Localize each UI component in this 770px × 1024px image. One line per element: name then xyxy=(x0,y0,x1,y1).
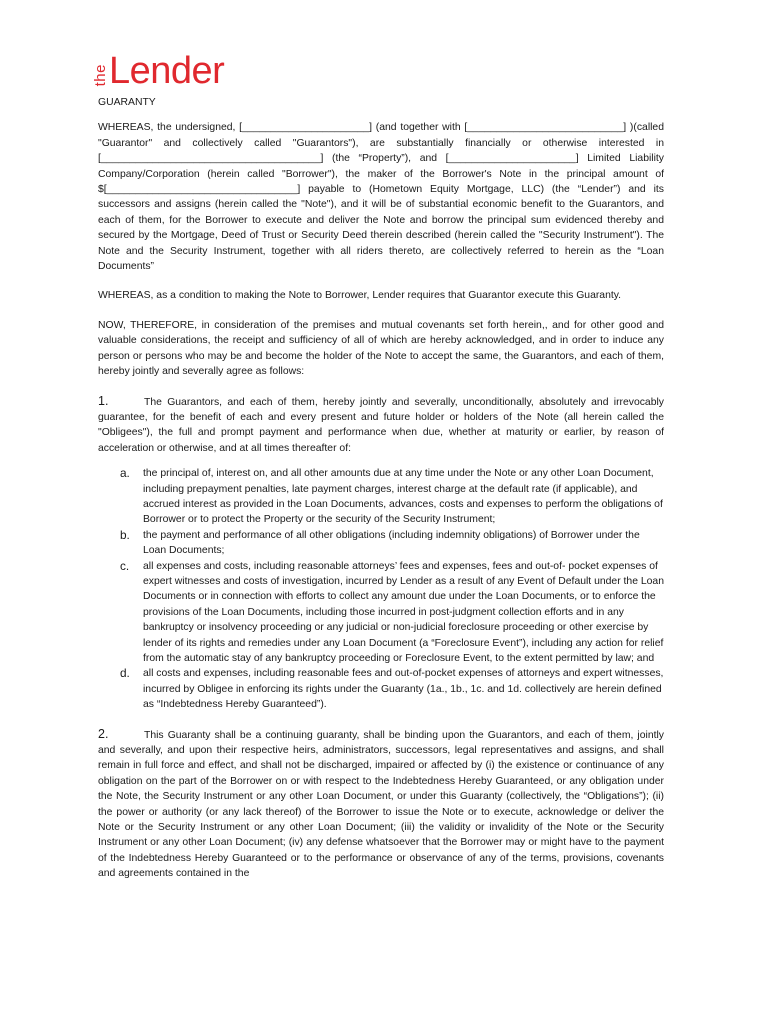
list-item xyxy=(98,559,664,667)
whereas-paragraph-2: WHEREAS, as a condition to making the Note to Borrower, Lender requires that Guarantor execute this Guaranty. xyxy=(98,290,622,302)
list-item xyxy=(98,666,664,712)
section-2-text: This Guaranty shall be a continuing guaranty, shall be binding upon the Guarantors, and each of them, jointly and severally, and upon their respective heirs, administrators, successors, legal representatives and assigns, and shall remain in full force and effect, and shall not be discharged, impaired or affected by (i) the existence or continuance of any obligation on the part of the Borrower on or with respect to the Indebtedness Hereby Guaranteed, or any obligation under the Note, the Security Instrument or any other Loan Document, or under this Guaranty (collectively, the “Obligations”); (ii) the power or authority (or any lack thereof) of the Borrower to issue the Note or to execute, acknowledge or deliver the Note or the Security Instrument or any other Loan Document; (iii) the validity or invalidity of the Note or the Security Instrument or any other Loan Document; (iv) any defense whatsoever that the Borrower may or might have to the payment of the Indebtedness Hereby Guaranteed or to the performance or observance of any of the terms, provisions, covenants and agreements contained in the xyxy=(98,729,664,880)
section-2-number: 2. xyxy=(98,726,109,741)
list-item-text: the principal of, interest on, and all other amounts due at any time under the Note or any other Loan Document, including prepayment penalties, late payment charges, interest charge at the default rate (if applicable), and accrued interest as provided in the Loan Documents, advances, costs and expenses to perform the obligations of Borrower or to protect the Property or the security of the Security Instrument; xyxy=(143,468,663,526)
list-item xyxy=(98,528,664,559)
list-item xyxy=(98,466,664,528)
list-item-letter: b. xyxy=(120,527,130,542)
guaranteed-items-list xyxy=(98,466,664,713)
list-item-text: all expenses and costs, including reasonable attorneys’ fees and expenses, fees and out-of- pocket expenses of expert witnesses and costs of investigation, incurred by Lender as a result of any Event of Default under the Loan Documents or in connection with efforts to collect any amount due under the Loan Documents, or to enforce the provisions of the Loan Documents, including those incurred in post-judgment collection efforts and in any bankruptcy or insolvency proceeding or any judicial or non-judicial foreclosure proceeding or other exercise by lender of its rights and remedies under any Loan Document (a “Foreclosure Event”), including any action for relief from the automatic stay of any bankruptcy proceeding or Foreclosure Event, to the extent permitted by law; and xyxy=(143,560,664,664)
list-item-letter: a. xyxy=(120,466,130,481)
list-item-text: the payment and performance of all other obligations (including indemnity obligations) of Borrower under the Loan Documents; xyxy=(143,529,640,557)
section-1-number: 1. xyxy=(98,393,109,408)
lender-logo xyxy=(92,46,225,92)
document-body xyxy=(98,95,664,882)
section-1-text: The Guarantors, and each of them, hereby jointly and severally, unconditionally, absolutely and irrevocably guarantee, for the benefit of each and every present and future holder or holders of the Note (all herein called the "Obligees"), the full and prompt payment and performance when due, whether at maturity or earlier, by reason of acceleration or otherwise, and at all times thereafter of: xyxy=(98,396,664,454)
list-item-letter: d. xyxy=(120,666,130,681)
document-title: GUARANTY xyxy=(98,97,156,108)
list-item-text: all costs and expenses, including reasonable fees and out-of-pocket expenses of attorneys and expert witnesses, incurred by Obligee in enforcing its rights under the Guaranty (1a., 1b., 1c. and 1d. collectively are herein defined as “Indebtedness Hereby Guaranteed”). xyxy=(143,668,664,711)
section-1 xyxy=(98,394,664,457)
logo-prefix: the xyxy=(92,63,109,86)
whereas-paragraph-1: WHEREAS, the undersigned, [______________________] (and together with [___________________________] )(called "Guarantor" and collectively called "Guarantors"), are substantially financially or otherwise interested in [______________________________________] (the “Property”), and [______________________] Limited Liability Company/Corporation (herein called "Borrower"), the maker of the Borrower's Note in the principal amount of $[_________________________________] payable to (Hometown Equity Mortgage, LLC) (the “Lender”) and its successors and assigns (herein called the "Note"), and it will be of substantial economic benefit to the Guarantors, and each of them, for the Borrower to execute and deliver the Note and borrow the principal sum evidenced thereby and secured by the Mortgage, Deed of Trust or Security Deed therein described (herein called the "Security Instrument"). The Note and the Security Instrument, together with all riders thereto, are collectively referred to herein as the “Loan Documents” xyxy=(98,122,664,273)
now-therefore-paragraph: NOW, THEREFORE, in consideration of the premises and mutual covenants set forth herein,, and for other good and valuable considerations, the receipt and sufficiency of all of which are hereby acknowledged, and in order to induce any person or persons who may be and become the holder of the Note to accept the same, the Guarantors, and each of them, hereby jointly and severally agree as follows: xyxy=(98,319,664,378)
list-item-letter: c. xyxy=(120,558,130,573)
logo-name: Lender xyxy=(109,50,225,92)
section-2 xyxy=(98,727,664,882)
